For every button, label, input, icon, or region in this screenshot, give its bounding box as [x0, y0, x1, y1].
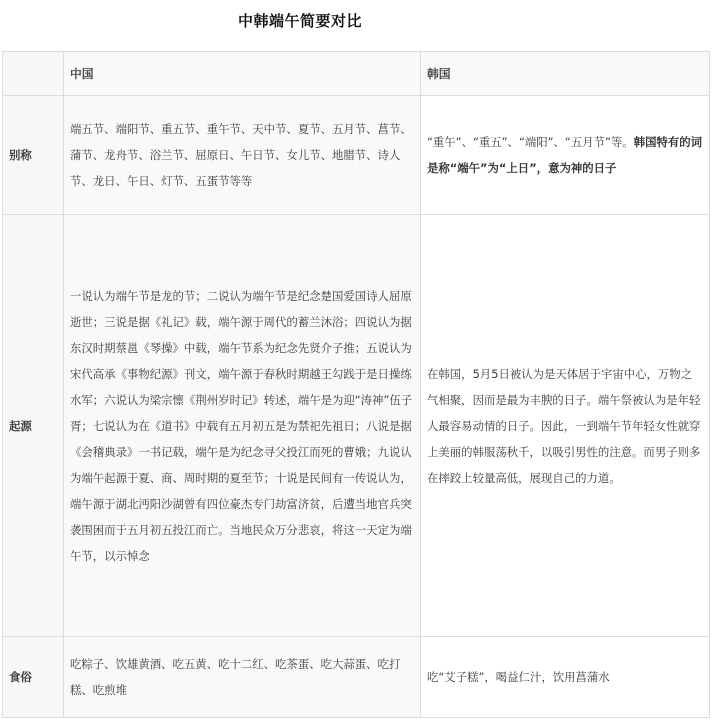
row-label-names: 别称 — [3, 96, 64, 215]
row-label-origin: 起源 — [3, 215, 64, 637]
korea-origin-cell: 在韩国，5月5日被认为是天体居于宇宙中心，万物之气相聚，因而是最为丰腴的日子。端午祭被认为是年轻人最容易动情的日子。因此，一到端午节年轻女性就穿上美丽的韩服荡秋千，以吸引男性的注意。而男子则多在摔跤上较量高低，展现自己的力道。 — [421, 215, 710, 637]
header-korea: 韩国 — [421, 52, 710, 96]
korea-names-highlight: 韩国特有的词是称“端午”为“上日”，意为神的日子 — [427, 135, 703, 175]
china-names-cell: 端五节、端阳节、重五节、重午节、天中节、夏节、五月节、菖节、蒲节、龙舟节、浴兰节、屈原日、午日节、女儿节、地腊节、诗人节、龙日、午日、灯节、五蛋节等等 — [64, 96, 421, 215]
row-label-food: 食俗 — [3, 637, 64, 718]
korea-names-cell — [421, 96, 710, 215]
china-food-cell: 吃粽子、饮雄黄酒、吃五黄、吃十二红、吃茶蛋、吃大蒜蛋、吃打糕、吃煎堆 — [64, 637, 421, 718]
china-origin-cell: 一说认为端午节是龙的节；二说认为端午节是纪念楚国爱国诗人屈原逝世；三说是据《礼记》载，端午源于周代的蓄兰沐浴；四说认为据东汉时期蔡邕《琴操》中载，端午节系为纪念先贤介子推；五说认为宋代高承《事物纪源》刊文，端午源于春秋时期越王勾践于是日操练水军；六说认为梁宗懔《荆州岁时记》转述，端午是为迎“涛神”伍子胥；七说认为在《道书》中载有五月初五是为禁祀先祖日；八说是据《会稽典录》一书记载，端午是为纪念寻父投江而死的曹娥；九说认为端午起源于夏、商、周时期的夏至节；十说是民间有一传说认为，端午源于湖北沔阳沙湖曾有四位豪杰专门劫富济贫，后遭当地官兵突袭围困而于五月初五投江而亡。当地民众万分悲哀，将这一天定为端午节，以示悼念 — [64, 215, 421, 637]
table-row-names — [3, 96, 710, 215]
table-row-food — [3, 637, 710, 718]
header-corner-cell — [3, 52, 64, 96]
korea-food-cell: 吃“艾子糕”，喝益仁汁，饮用菖蒲水 — [421, 637, 710, 718]
table-header-row — [3, 52, 710, 96]
page-title: 中韩端午简要对比 — [237, 12, 362, 30]
header-china: 中国 — [64, 52, 421, 96]
table-row-origin — [3, 215, 710, 637]
korea-names-text: “重午”、“重五”、“端阳”、“五月节”等。 — [427, 135, 634, 149]
comparison-table — [2, 51, 710, 718]
